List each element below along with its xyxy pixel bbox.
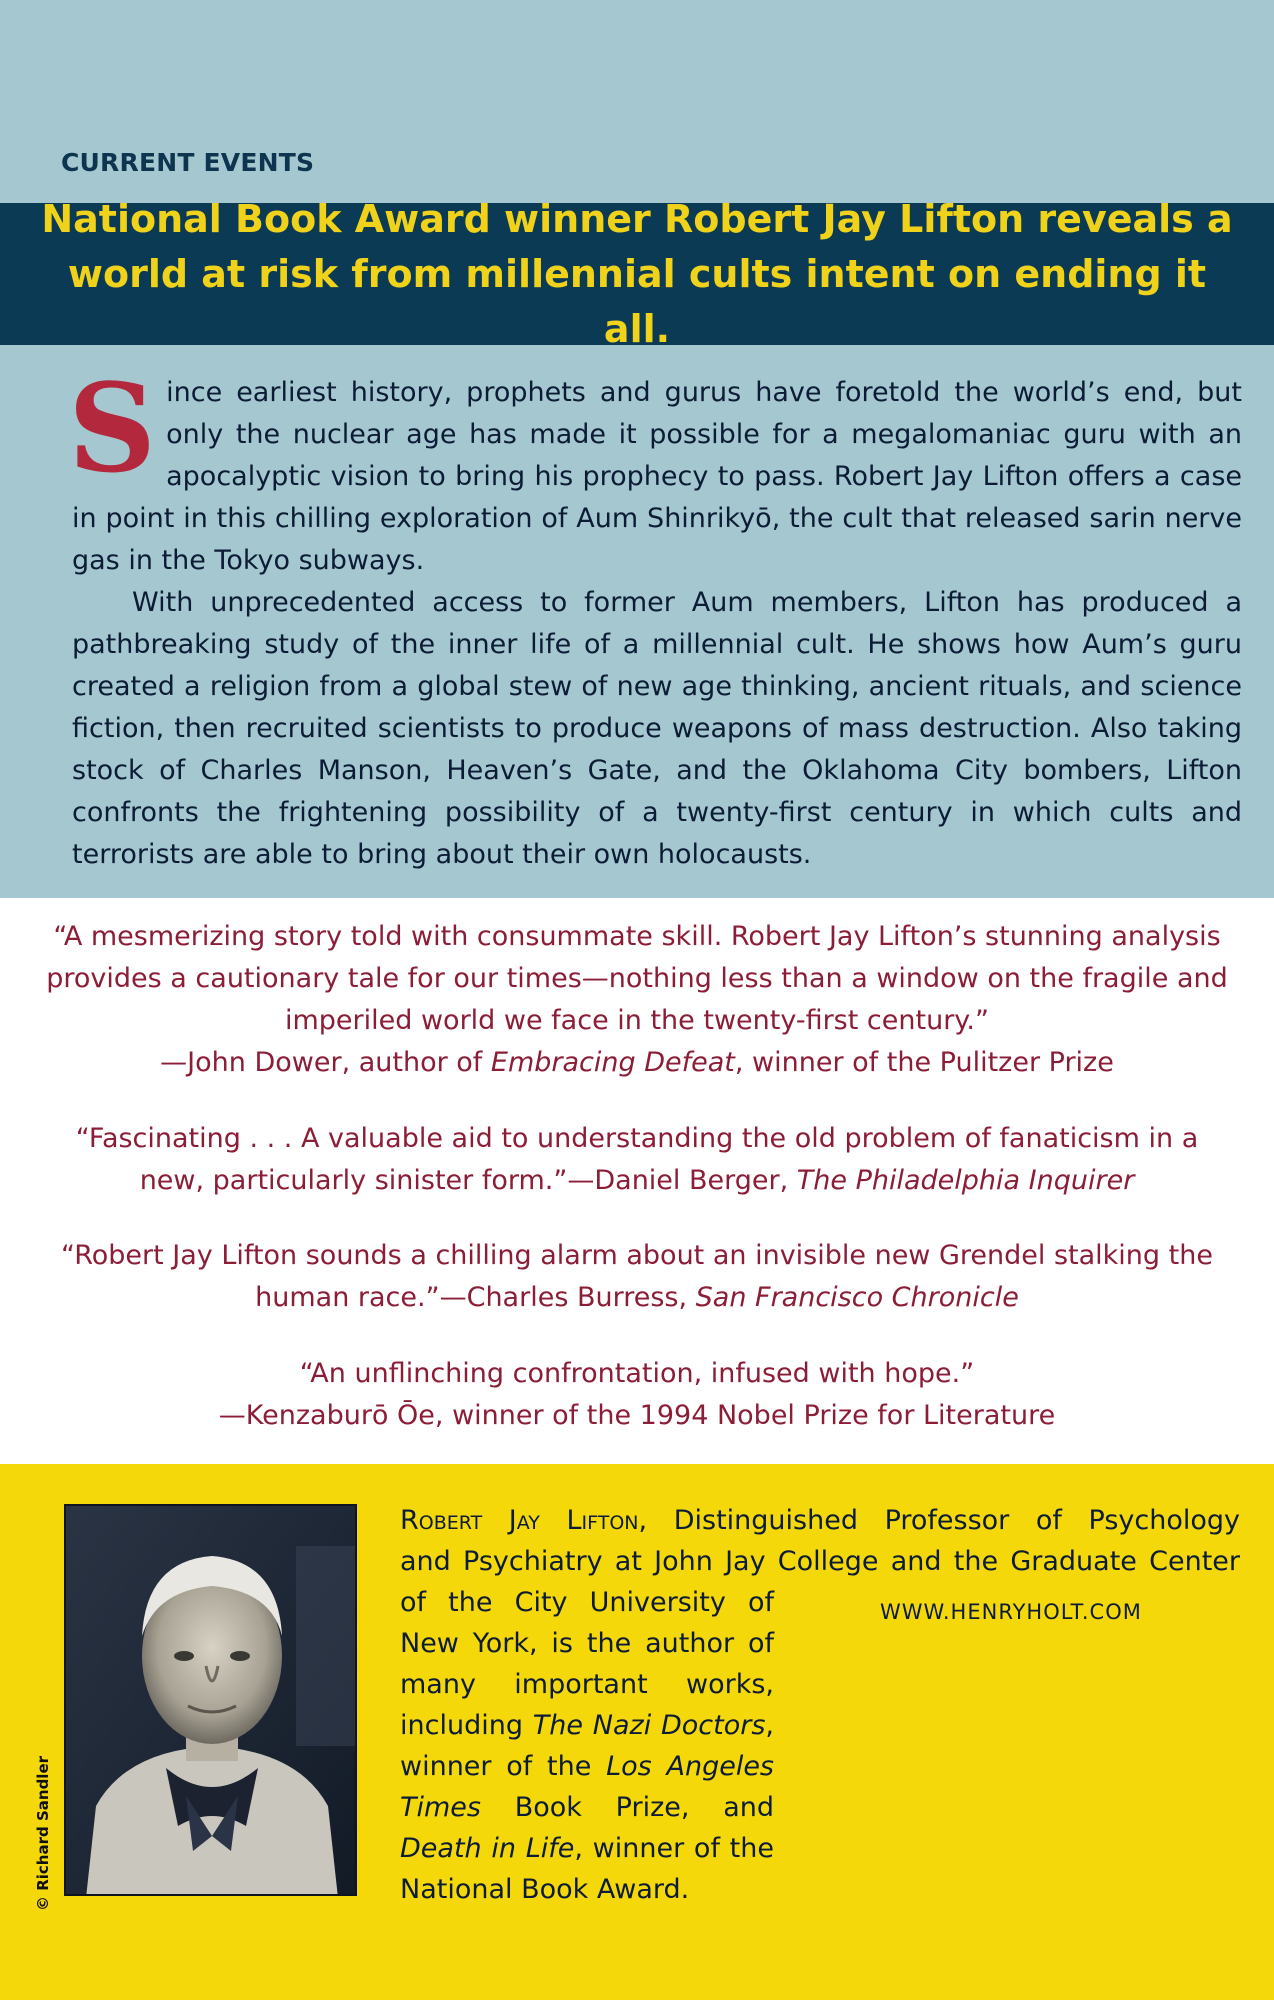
synopsis-paragraph-1: Since earliest history, prophets and gurus have foretold the world’s end, but only the nuclear age has made it possible for a megalomaniac guru with an apocalyptic vision to bring his prophecy to pass. Robert Jay Lifton offers a case in point in this chilling exploration of Aum Shinrikyō, the cult that released sarin nerve gas in the Tokyo subways. [68,356,1242,576]
headline-banner [0,196,1274,351]
synopsis-paragraph-2: With unprecedented access to former Aum members, Lifton has produced a pathbreaking study of the inner life of a millennial cult. He shows how Aum’s guru created a religion from a global stew of new age thinking, ancient rituals, and science fiction, then recruited scientists to produce weapons of mass destruction. Also taking stock of Charles Manson, Heaven’s Gate, and the Oklahoma City bombers, Lifton confronts the frightening possibility of a twenty-first century in which cults and terrorists are able to bring about their own holocausts. [72,587,1242,870]
bio-line: Robert Jay Lifton, Distinguished Professor of Psychology [400,1505,1240,1536]
drop-cap: S [68,356,157,500]
review-quote: “Fascinating . . . A valuable aid to understanding the old problem of fanaticism in a new, particularly sinister form.”—Daniel Berger, The Philadelphia Inquirer [75,1123,1199,1196]
review-quote: “Robert Jay Lifton sounds a chilling alarm about an invisible new Grendel stalking the human race.”—Charles Burress, San Francisco Chronicle [61,1240,1213,1313]
reviews-section [0,898,1274,1464]
author-bio-section [0,1464,1274,2000]
author-photo [64,1504,357,1896]
headline: National Book Award winner Robert Jay Lifton reveals a world at risk from millennial cults intent on ending it all. [41,196,1233,351]
bio-line: and Psychiatry at John Jay College and the Graduate Center [400,1546,1240,1577]
bio-paragraph: of the City University of New York, is the author of many important works, including The Nazi Doctors, winner of the Los Angeles Times Book Prize, and Death in Life, winner of the National Book Award. [400,1587,775,1905]
photo-credit: © Richard Sandler [34,1755,52,1911]
author-portrait-image [66,1506,357,1896]
synopsis-text [68,356,1242,876]
synopsis-section [0,0,1274,898]
author-bio [400,1500,1240,1910]
author-name: Robert Jay Lifton [400,1505,639,1536]
review-quote: “A mesmerizing story told with consummate skill. Robert Jay Lifton’s stunning analysis provides a cautionary tale for our times—nothing less than a window on the fragile and imperiled world we face in the twenty-first century.” —John Dower, author of Embracing Defeat, winner of the Pulitzer Prize [46,921,1228,1078]
review-quote: “An unflinching confrontation, infused with hope.” —Kenzaburō Ōe, winner of the 1994 Nobel Prize for Literature [218,1358,1056,1431]
category-label: CURRENT EVENTS [61,148,315,177]
publisher-website: WWW.HENRYHOLT.COM [880,1600,1142,1624]
